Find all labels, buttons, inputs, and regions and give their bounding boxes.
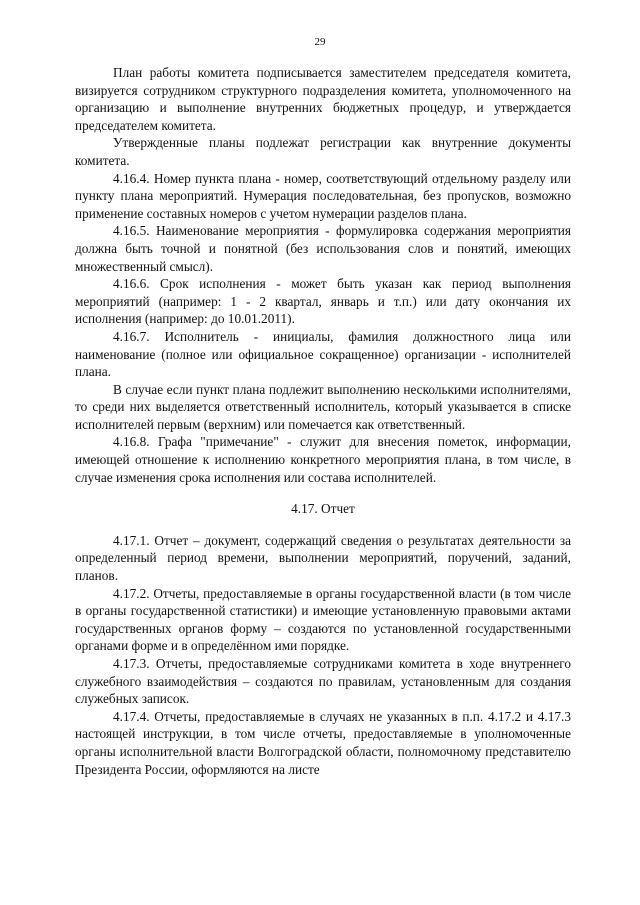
paragraph-4-16-6: 4.16.6. Срок исполнения - может быть указан как период выполнения мероприятий (например: 1 - 2 квартал, январь и т.п.) или дату окончания их исполнения (например: до 10.01.2011). [75,276,571,327]
paragraph-plan-signing: План работы комитета подписывается заместителем председателя комитета, визируется сотрудником структурного подразделения комитета, уполномоченного на организацию и выполнение внутренних бюджетных процедур, и утверждается председателем комитета. [75,65,571,133]
section-heading: 4.17. Отчет [291,501,355,517]
paragraph-4-17-2: 4.17.2. Отчеты, предоставляемые в органы государственной власти (в том числе в органы государственной статистики) и имеющие установленную правовыми актами государственных органов форму – создаются по установленной государственными органами форме и в определённом ими порядке. [75,585,571,654]
paragraph-4-16-5: 4.16.5. Наименование мероприятия - формулировка содержания мероприятия должна быть точной и понятной (без использования слов и понятий, имеющих множественный смысл). [75,223,571,274]
paragraph-4-16-4: 4.16.4. Номер пункта плана - номер, соответствующий отдельному разделу или пункту плана мероприятий. Нумерация последовательная, без пропусков, возможно применение составных номеров с учетом нумерации разделов плана. [75,170,571,221]
paragraph-plan-registration: Утвержденные планы подлежат регистрации как внутренние документы комитета. [75,135,571,168]
paragraph-4-17-1: 4.17.1. Отчет – документ, содержащий сведения о результатах деятельности за определенный период времени, выполнении мероприятий, поручений, заданий, планов. [75,532,571,584]
paragraph-4-17-3: 4.17.3. Отчеты, предоставляемые сотрудниками комитета в ходе внутреннего служебного взаимодействия – создаются по правилам, установленным для создания служебных записок. [75,656,571,707]
paragraph-multiple-executors: В случае если пункт плана подлежит выполнению несколькими исполнителями, то среди них выделяется ответственный исполнитель, который указывается в списке исполнителей первым (верхним) или помечается как ответственный. [75,381,571,432]
paragraph-4-16-8: 4.16.8. Графа "примечание" - служит для внесения пометок, информации, имеющей отношение к исполнению конкретного мероприятия плана, в том числе, в случае изменения срока исполнения или состава исполнителей. [75,434,571,485]
paragraph-4-16-7: 4.16.7. Исполнитель - инициалы, фамилия должностного лица или наименование (полное или официальное сокращенное) организации - исполнителей плана. [75,328,571,380]
paragraph-4-17-4: 4.17.4. Отчеты, предоставляемые в случаях не указанных в п.п. 4.17.2 и 4.17.3 настоящей инструкции, в том числе отчеты, предоставляемые в уполномоченные органы исполнительной власти Волгоградской области, полномочному представителю Президента России, оформляются на листе [75,708,571,777]
page-number: 29 [314,36,326,48]
document-body [75,64,571,778]
